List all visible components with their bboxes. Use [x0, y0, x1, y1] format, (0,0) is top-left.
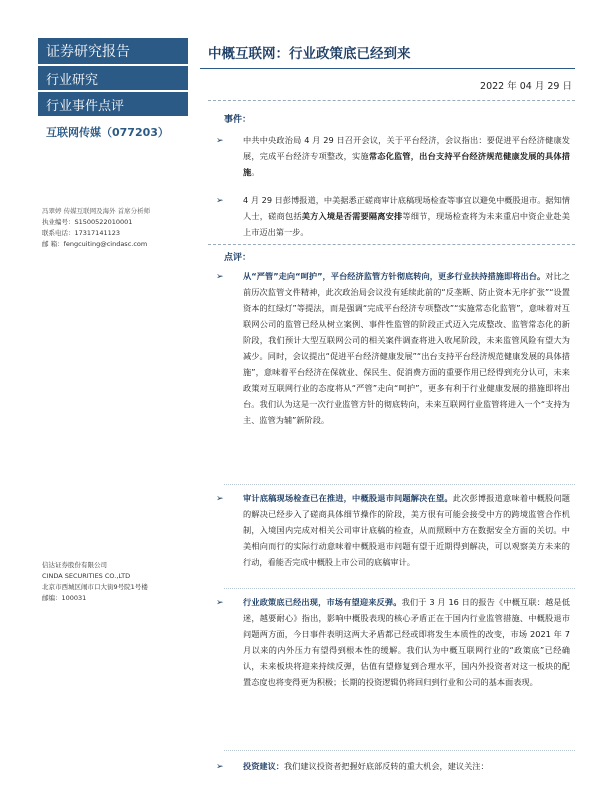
analyst-info	[42, 206, 188, 250]
comment-body: 我们于 3 月 16 日的报告《中概互联：越是低迷，越要耐心》指出，影响中概股表现的核心矛盾正在于国内行业监管措施、中概股退市问题两方面，今日事件表明这两大矛盾都已经或即将发生本质性的改变，市场 2021 年 7 月以来的内外压力有望得到根本性的缓解。我们认为中概互联网行业的“政策底”已经确认，未来板块将迎来持续反弹，估值有望修复到合理水平，国内外投资者对这一板块的配置态度也将变得更为积极；长期的投资逻辑仍将回归到行业和公司的基本面表现。	[243, 597, 570, 687]
company-label: 互联网传媒（077203）	[46, 126, 169, 139]
comment-item	[218, 594, 570, 690]
event-bold-text: 美方入境是否需要隔离安排	[301, 211, 403, 221]
comment-body: 此次彭博报道意味着中概股问题的解决已经步入了磋商具体细节操作的阶段，美方很有可能会接受中方的跨境监管合作机制，入境国内完成对相关公司审计底稿的检查，从而照顾中方在数据安全方面的关切。中美相向而行的实际行动意味着中概股退市问题有望于近期得到解决，可以观察美方未来的行动，看能否完成中概股上市公司的底稿审计。	[243, 493, 570, 567]
event-item	[218, 132, 570, 180]
analyst-license: 执业编号：S1500522010001	[42, 218, 133, 226]
dotted-divider	[224, 750, 575, 752]
comments-heading: 点评：	[224, 253, 252, 263]
firm-address: 北京市西城区闹市口大街9号院1号楼	[42, 583, 148, 591]
comment-item	[218, 268, 570, 428]
firm-info	[42, 560, 188, 604]
comment-lead: 审计底稿现场检查已在推进，中概股退市问题解决在望。	[243, 493, 453, 503]
firm-name-en: CINDA SECURITIES CO.,LTD	[42, 572, 131, 580]
event-text: 4 月 29 日彭博报道，中美据悉正磋商审计底稿现场检查等事宜以避免中概股退市。据知情人士，磋商包括	[243, 195, 570, 221]
event-item	[218, 192, 570, 240]
category-label: 行业研究	[38, 66, 188, 90]
comment-item	[218, 490, 570, 570]
sidebar	[38, 38, 188, 800]
arrow-bullet-icon: ➢	[216, 494, 224, 504]
analyst-email: 邮 箱：fengcuiting@cindasc.com	[42, 240, 148, 248]
comment-lead: 从“严管”走向“呵护”，平台经济监管方针彻底转向，更多行业扶持措施即将出台。	[243, 271, 546, 281]
dotted-divider	[224, 484, 575, 486]
arrow-bullet-icon: ➢	[216, 762, 224, 772]
analyst-name: 冯翠婷 传媒互联网及海外 首席分析师	[42, 207, 151, 215]
report-type-label: 证券研究报告	[38, 38, 188, 64]
title-divider	[200, 68, 575, 69]
comment-lead: 投资建议：	[243, 761, 284, 771]
section-divider	[208, 244, 575, 246]
comment-body: 我们建议投资者把握好底部反转的重大机会，建议关注：	[283, 761, 489, 771]
events-heading: 事件：	[224, 115, 252, 125]
arrow-bullet-icon: ➢	[216, 272, 224, 282]
report-title: 中概互联网：行业政策底已经到来	[208, 46, 411, 62]
arrow-bullet-icon: ➢	[216, 136, 224, 146]
subcategory-label: 行业事件点评	[38, 92, 188, 116]
comment-lead: 行业政策底已经出现，市场有望迎来反弹。	[243, 597, 402, 607]
firm-name-cn: 信达证券股份有限公司	[42, 561, 107, 569]
firm-postcode: 邮编：100031	[42, 594, 87, 602]
event-text: 中共中央政治局 4 月 29 日召开会议，关于平台经济，会议指出：要促进平台经济健康发展，完成平台经济专项整改，实施	[243, 135, 570, 161]
event-bold-text: 常态化监管，出台支持平台经济规范健康发展的具体措施	[243, 151, 570, 177]
event-text-end: 等细节，现场检查将为未来重启中资企业赴美上市迈出第一步。	[243, 211, 570, 237]
comment-item	[218, 758, 570, 774]
section-divider	[208, 100, 575, 102]
event-text-end: 。	[251, 167, 260, 177]
report-date: 2022 年 04 月 29 日	[480, 81, 572, 92]
comment-body: 对比之前历次监管文件精神，此次政治局会议没有延续此前的“反垄断、防止资本无序扩张”“设置资本的红绿灯”等提法，而是强调“完成平台经济专项整改”“实施常态化监管”，意味着对互联网公司的监管已经从树立案例、事件性监管的阶段正式迈入完成整改、监管常态化的新阶段，我们预计大型互联网公司的相关案件调查将进入收尾阶段，未来监管风险有望大为减少。同时，会议提出“促进平台经济健康发展”“出台支持平台经济规范健康发展的具体措施”，意味着平台经济在保就业、保民生、促消费方面的重要作用已经得到充分认可，未来政策对互联网行业的态度将从“严管”走向“呵护”，更多有利于行业健康发展的措施即将出台。我们认为这是一次行业监管方针的彻底转向，未来互联网行业监管将进入一个“支持为主、监管为辅”新阶段。	[243, 271, 570, 425]
analyst-phone: 联系电话：17317141123	[42, 229, 120, 237]
arrow-bullet-icon: ➢	[216, 196, 224, 206]
dotted-divider	[224, 588, 575, 590]
arrow-bullet-icon: ➢	[216, 598, 224, 608]
